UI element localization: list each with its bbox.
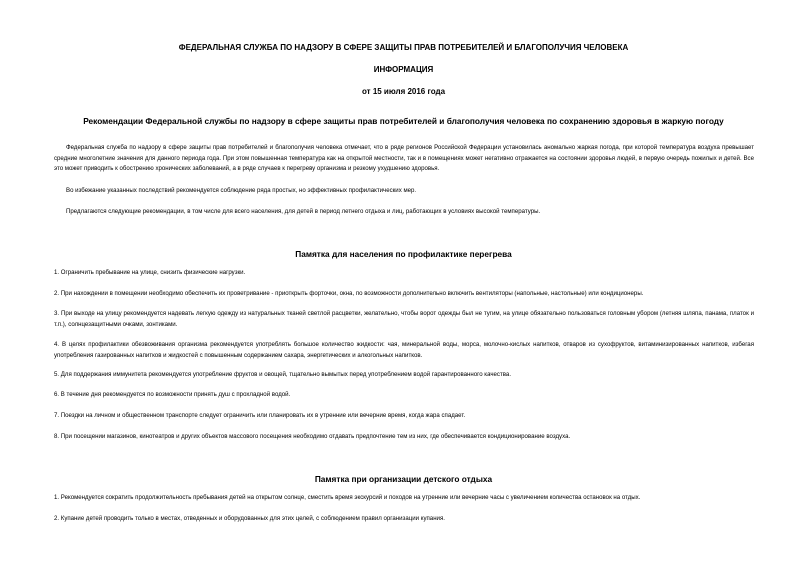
document-type: ИНФОРМАЦИЯ xyxy=(373,65,434,74)
section-title-overheating: Памятка для населения по профилактике перегрева xyxy=(295,249,512,259)
list-item: 2. При нахождении в помещении необходимо обеспечить их проветривание - приоткрыть форточки, окна, по возможности дополнительно включить вентиляторы (напольные, настольные) или кондиционеры. xyxy=(54,290,644,297)
list-item: 3. При выходе на улицу рекомендуется надевать легкую одежду из натуральных тканей светлой расцветки, желательно, чтобы ворот одежды был не тугим, на улице обязательно пользоваться головным убором (летняя шляпа, панама, платок и т.п.), солнцезащитными очками, зонтиками. xyxy=(54,310,754,328)
list-item: 2. Купание детей проводить только в местах, отведенных и оборудованных для этих целей, с соблюдением правил организации купания. xyxy=(54,515,445,522)
agency-header: ФЕДЕРАЛЬНАЯ СЛУЖБА ПО НАДЗОРУ В СФЕРЕ ЗАЩИТЫ ПРАВ ПОТРЕБИТЕЛЕЙ И БЛАГОПОЛУЧИЯ ЧЕЛОВЕКА xyxy=(178,43,629,52)
list-item: 5. Для поддержания иммунитета рекомендуется употребление фруктов и овощей, тщательно вымытых перед употреблением водой гарантированного качества. xyxy=(54,371,512,378)
intro-paragraph: Во избежание указанных последствий рекомендуется соблюдение ряда простых, но эффективных профилактических мер. xyxy=(66,187,417,194)
intro-paragraph: Федеральная служба по надзору в сфере защиты прав потребителей и благополучия человека отмечает, что в ряде регионов Российской Федерации установилась аномально жаркая погода, при которой температура воздуха превышает средние многолетние значения для данного периода года. При этом повышенная температура как на открытой местности, так и в помещениях может негативно отражается на состоянии здоровья людей, в первую очередь пожилых и детей. Все это может приводить к обострению хронических заболеваний, а в ряде случаев к перегреву организма и резкому ухудшению здоровья. xyxy=(54,144,754,173)
document-date: от 15 июля 2016 года xyxy=(361,87,446,96)
list-item: 8. При посещении магазинов, кинотеатров и других объектов массового посещения необходимо отдавать предпочтение тем из них, где обеспечивается кондиционирование воздуха. xyxy=(54,433,571,440)
list-item: 1. Ограничить пребывание на улице, снизить физические нагрузки. xyxy=(54,269,246,276)
list-item: 1. Рекомендуется сократить продолжительность пребывания детей на открытом солнце, сместить время экскурсий и походов на утренние или вечерние часы с увеличением количества остановок на отдых. xyxy=(54,494,641,501)
document-title: Рекомендации Федеральной службы по надзору в сфере защиты прав потребителей и благополучия человека по сохранению здоровья в жаркую погоду xyxy=(83,116,724,126)
intro-paragraph: Предлагаются следующие рекомендации, в том числе для всего населения, для детей в период летнего отдыха и лиц, работающих в условиях высокой температуры. xyxy=(66,208,541,215)
section-title-children: Памятка при организации детского отдыха xyxy=(314,474,493,484)
list-item: 6. В течение дня рекомендуется по возможности принять душ с прохладной водой. xyxy=(54,391,291,398)
list-item: 4. В целях профилактики обезвоживания организма рекомендуется употреблять большое количество жидкости: чая, минеральной воды, морса, молочно-кислых напитков, отваров из сухофруктов, витаминизированных напитков, избегая употребления газированных напитков и жидкостей с повышенным содержанием сахара, энергетических и алкогольных напитков. xyxy=(54,341,754,359)
list-item: 7. Поездки на личном и общественном транспорте следует ограничить или планировать их в утренние или вечерние время, когда жара спадает. xyxy=(54,412,466,419)
